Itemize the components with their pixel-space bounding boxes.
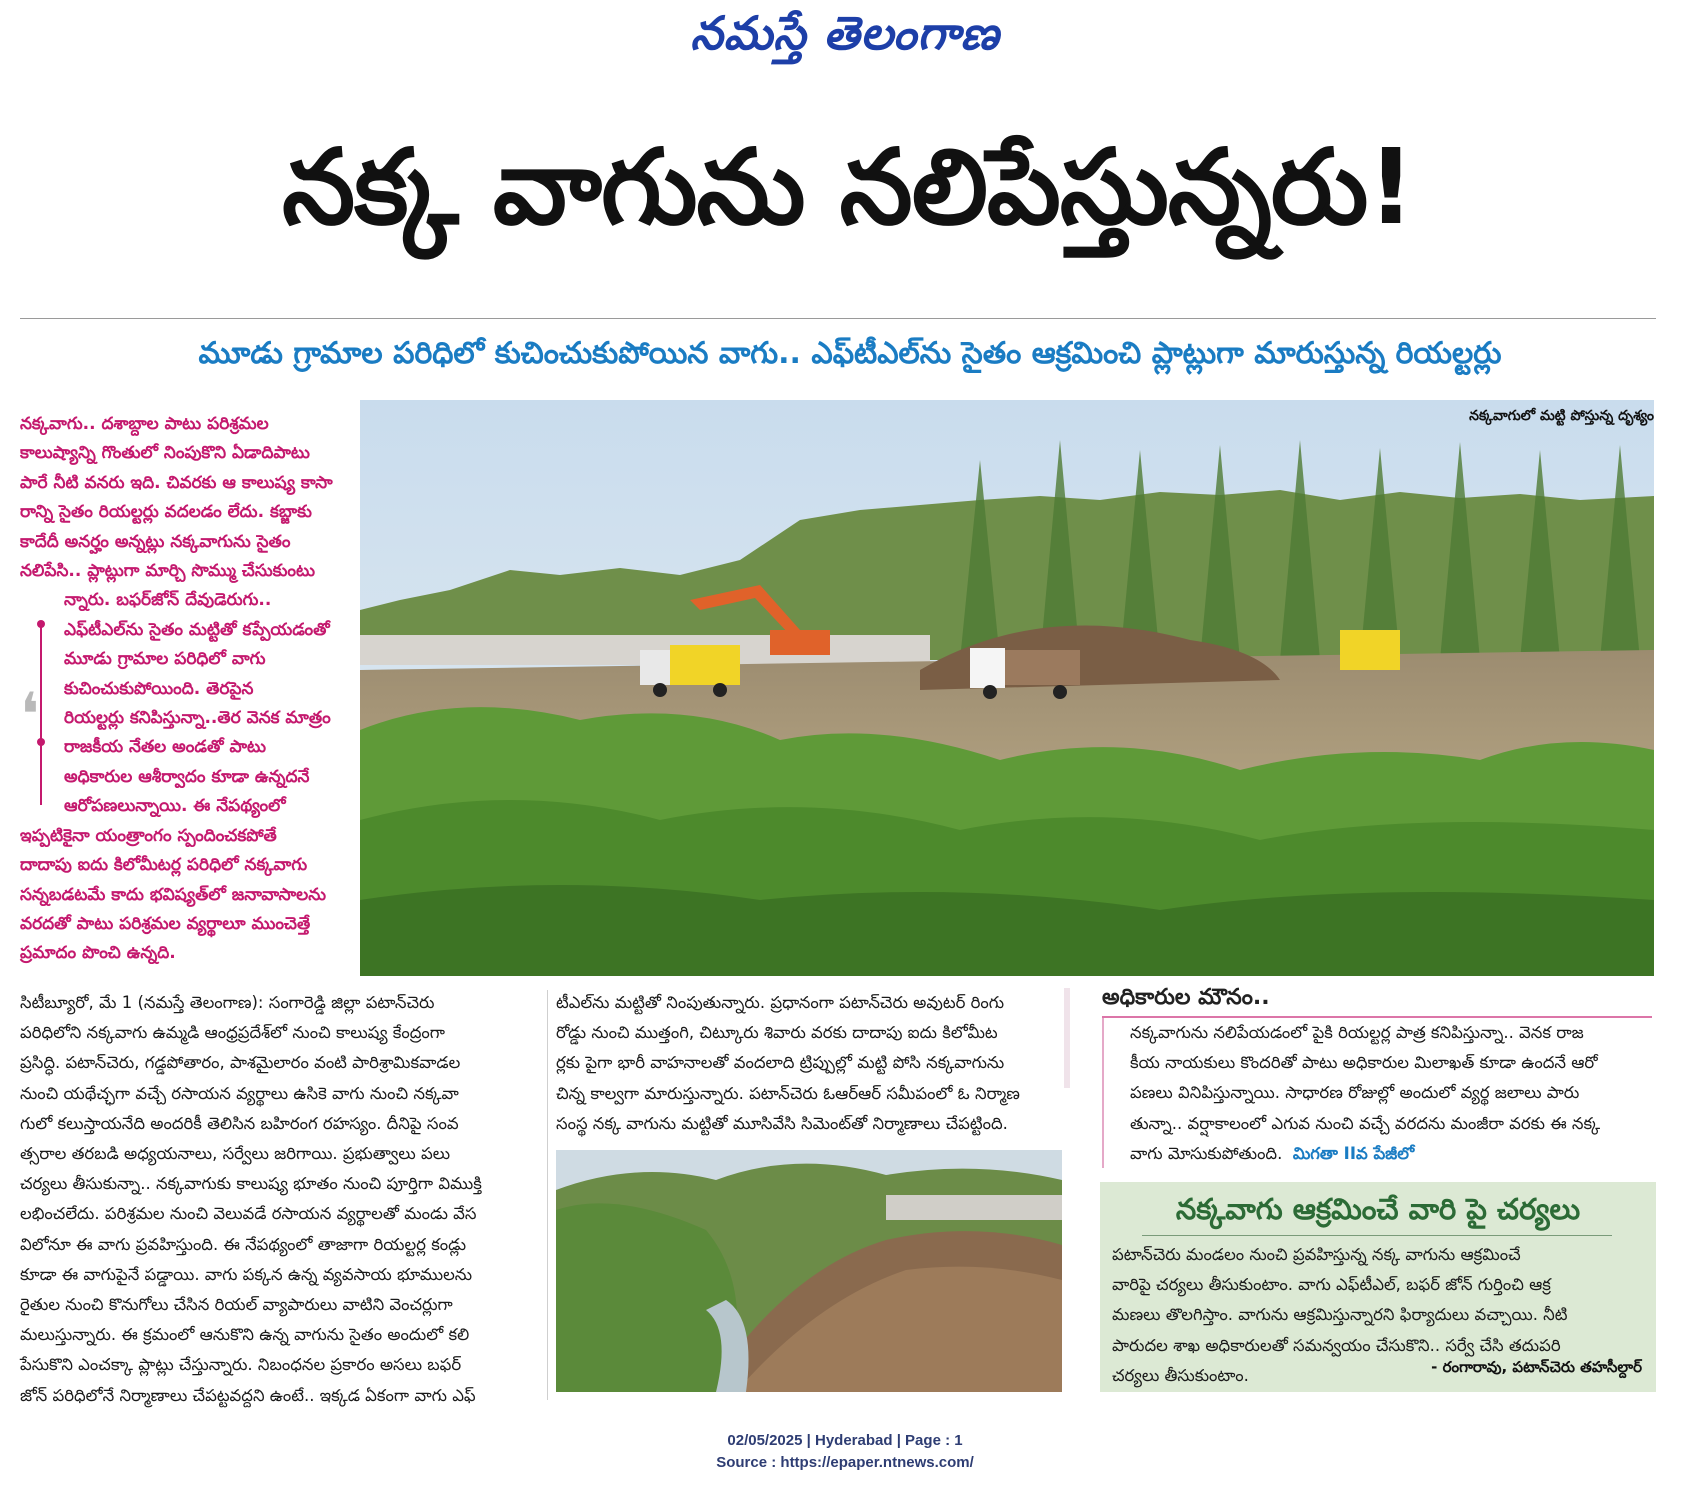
quote-line: వారిపై చర్యలు తీసుకుంటాం. వాగు ఎఫ్‌టీఎల్, బఫర్ జోన్ గుర్తించి ఆక్ర bbox=[1112, 1275, 1551, 1295]
article-line: కీయ నాయకులు కొందరితో పాటు అధికారుల మిలాఖత్ కూడా ఉందనే ఆరో bbox=[1130, 1053, 1598, 1073]
intro-line: వరదతో పాటు పరిశ్రమల వ్యర్థాలూ ముంచెత్తే bbox=[20, 913, 311, 934]
article-line: చర్యలు తీసుకున్నా.. నక్కవాగుకు కాలుష్య భూతం నుంచి పూర్తిగా విముక్తి bbox=[20, 1174, 482, 1194]
article-line: పేసుకొని ఎంచక్కా ప్లాట్లు చేస్తున్నారు. నిబంధనల ప్రకారం అసలు బఫర్ bbox=[20, 1355, 462, 1375]
construction-site-image bbox=[360, 400, 1654, 976]
article-line: ప్రసిద్ధి. పటాన్‌చెరు, గడ్డపోతారం, పాశమైలారం వంటి పారిశ్రామికవాడల bbox=[20, 1053, 461, 1073]
article-column-1 bbox=[20, 988, 538, 1411]
quote-dot bbox=[37, 620, 45, 628]
footer-source-link[interactable]: Source : https://epaper.ntnews.com/ bbox=[716, 1454, 974, 1471]
quote-line: చర్యలు తీసుకుంటాం. bbox=[1112, 1365, 1249, 1385]
article-line: రోడ్డు నుంచి ముత్తంగి, చిట్కూరు శివారు వరకు దాదాపు ఐదు కిలోమీట bbox=[556, 1023, 998, 1043]
intro-line: నలిపేసి.. ప్లాట్లుగా మార్చి సొమ్ము చేసుకుంటు bbox=[20, 561, 316, 582]
intro-line: మూడు గ్రామాల పరిధిలో వాగు bbox=[64, 649, 266, 670]
article-line: జోన్ పరిధిలోనే నిర్మాణాలు చేపట్టవద్దని ఉంటే.. ఇక్కడ ఏకంగా వాగు ఎఫ్ bbox=[20, 1385, 476, 1405]
intro-line: కుచించుకుపోయింది. తెరపైన bbox=[64, 678, 254, 699]
column-divider bbox=[547, 990, 548, 1400]
article-line: తున్నా.. వర్షాకాలంలో ఎగువ నుంచి వచ్చే వరదను మంజీరా వరకు ఈ నక్క bbox=[1130, 1113, 1601, 1133]
article-line: నుంచి యథేచ్ఛగా వచ్చే రసాయన వ్యర్థాలు ఉసికె వాగు నుంచి నక్కవా bbox=[20, 1083, 459, 1103]
article-line: కూడా ఈ వాగుపైనే పడ్డాయి. వాగు పక్కన ఉన్న వ్యవసాయ భూములను bbox=[20, 1264, 473, 1284]
article-line: లభించలేదు. పరిశ్రమల నుంచి వెలువడే రసాయన వ్యర్థాలతో మండు వేస bbox=[20, 1204, 477, 1224]
quote-line: మణలు తొలగిస్తాం. వాగును ఆక్రమిస్తున్నారని ఫిర్యాదులు వచ్చాయి. నీటి bbox=[1112, 1305, 1568, 1325]
article-line: పరిధిలోని నక్కవాగు ఉమ్మడి ఆంధ్రప్రదేశ్‌లో నుంచి కాలుష్య కేంద్రంగా bbox=[20, 1023, 445, 1043]
headline: నక్క వాగును నలిపేస్తున్నరు! bbox=[282, 126, 1414, 248]
article-line: విలోనూ ఈ వాగు ప్రవహిస్తుంది. ఈ నేపథ్యంలో తాజాగా రియల్టర్ల కండ్లు bbox=[20, 1234, 467, 1254]
intro-line: రాజకీయ నేతల అండతో పాటు bbox=[64, 737, 266, 758]
intro-line: పారే నీటి వనరు ఇది. చివరకు ఆ కాలుష్య కాసా bbox=[20, 472, 333, 493]
intro-line: నక్కవాగు.. దశాబ్దాల పాటు పరిశ్రమల bbox=[20, 414, 269, 434]
intro-line: కాదేదీ అనర్హం అన్నట్లు నక్కవాగును సైతం bbox=[20, 531, 291, 552]
intro-line: అధికారుల ఆశీర్వాదం కూడా ఉన్నదనే bbox=[64, 766, 310, 787]
article-line: సిటీబ్యూరో, మే 1 (నమస్తే తెలంగాణ): సంగారెడ్డి జిల్లా పటాన్‌చెరు bbox=[20, 993, 435, 1012]
quote-mark-icon: ❛ bbox=[20, 680, 40, 750]
intro-line: ఎఫ్‌టీఎల్‌ను సైతం మట్టితో కప్పేయడంతో bbox=[64, 619, 330, 640]
stream-dirt-image bbox=[556, 1150, 1062, 1392]
article-line: గులో కలుస్తాయనేది అందరికీ తెలిసిన బహిరంగ రహస్యం. దీనిపై సంవ bbox=[20, 1113, 459, 1133]
official-quote-heading: నక్కవాగు ఆక్రమించే వారి పై చర్యలు bbox=[1175, 1192, 1581, 1226]
article-line: చిన్న కాల్వగా మారుస్తున్నారు. పటాన్‌చెరు ఓఆర్‌ఆర్ సమీపంలో ఓ నిర్మాణ bbox=[556, 1083, 1020, 1103]
intro-line: న్నారు. బఫర్‌జోన్ దేవుడెరుగు.. bbox=[64, 590, 272, 611]
photo-caption: నక్కవాగులో మట్టి పోస్తున్న దృశ్యం bbox=[1469, 408, 1654, 424]
intro-text bbox=[20, 410, 350, 969]
secondary-photo bbox=[556, 1150, 1062, 1392]
article-line: రైతుల నుంచి కొనుగోలు చేసిన రియల్ వ్యాపారులు వాటిని వెంచర్లుగా bbox=[20, 1295, 453, 1315]
footer-date-page: 02/05/2025 | Hyderabad | Page : 1 bbox=[727, 1432, 963, 1449]
section-bar bbox=[1102, 1018, 1104, 1168]
intro-line: కాలుష్యాన్ని గొంతులో నింపుకొని ఏడాదిపాటు bbox=[20, 443, 310, 464]
intro-line: దాదాపు ఐదు కిలోమీటర్ల పరిధిలో నక్కవాగు bbox=[20, 855, 308, 876]
article-column-3 bbox=[1130, 1018, 1650, 1169]
article-line: పణలు వినిపిస్తున్నాయి. సాధారణ రోజుల్లో అందులో వ్యర్థ జలాలు పారు bbox=[1130, 1083, 1580, 1103]
article-line: మలుస్తున్నారు. ఈ క్రమంలో ఆనుకొని ఉన్న వాగును సైతం అందులో కలి bbox=[20, 1325, 470, 1345]
column-accent bbox=[1064, 988, 1070, 1088]
quote-line: పారుదల శాఖ అధికారులతో సమన్వయం చేసుకొని.. సర్వే చేసి తదుపరి bbox=[1112, 1335, 1561, 1355]
article-line: త్సరాల తరబడి అధ్యయనాలు, సర్వేలు జరిగాయి. ప్రభుత్వాలు పలు bbox=[20, 1144, 451, 1164]
page-footer bbox=[0, 1430, 1690, 1474]
quote-line: పటాన్‌చెరు మండలం నుంచి ప్రవహిస్తున్న నక్క వాగును ఆక్రమించే bbox=[1112, 1245, 1521, 1264]
intro-line: ఇప్పటికైనా యంత్రాంగం స్పందించకపోతే bbox=[20, 825, 277, 846]
article-line: నక్కవాగును నలిపేయడంలో పైకి రియల్టర్ల పాత్ర కనిపిస్తున్నా.. వెనక రాజ bbox=[1130, 1023, 1584, 1042]
intro-line: ప్రమాదం పొంచి ఉన్నది. bbox=[20, 943, 176, 964]
masthead-logo: నమస్తే తెలంగాణ bbox=[690, 6, 1000, 60]
quote-bar bbox=[40, 625, 42, 805]
intro-line: రియల్టర్లు కనిపిస్తున్నా..తెర వెనక మాత్రం bbox=[64, 708, 331, 729]
article-line-end: వాగు మోసుకుపోతుంది. bbox=[1130, 1143, 1283, 1163]
intro-line: ఆరోపణలున్నాయి. ఈ నేపథ్యంలో bbox=[64, 796, 286, 817]
article-line: సంస్థ నక్క వాగును మట్టితో మూసివేసి సిమెంట్‌తో నిర్మాణాలు చేపట్టింది. bbox=[556, 1113, 1008, 1133]
official-signature: - రంగారావు, పటాన్‌చెరు తహసీల్దార్ bbox=[1431, 1358, 1642, 1376]
headline-divider bbox=[20, 318, 1656, 319]
article-line: ర్లకు పైగా భారీ వాహనాలతో వందలాది ట్రిప్పుల్లో మట్టి పోసి నక్కవాగును bbox=[556, 1053, 1005, 1073]
subheadline: మూడు గ్రామాల పరిధిలో కుచించుకుపోయిన వాగు.. ఎఫ్‌టీఎల్‌ను సైతం ఆక్రమించి ప్లాట్లుగా మారుస్తున్న రియల్టర్లు bbox=[198, 336, 1502, 371]
article-line: టీఎల్‌ను మట్టితో నింపుతున్నారు. ప్రధానంగా పటాన్‌చెరు అవుటర్ రింగు bbox=[556, 993, 1005, 1012]
article-line bbox=[1130, 1139, 1650, 1169]
main-photo bbox=[360, 400, 1654, 976]
section-heading: అధికారుల మౌనం.. bbox=[1102, 985, 1270, 1010]
intro-line: రాన్ని సైతం రియల్టర్లు వదలడం లేదు. కబ్జాకు bbox=[20, 502, 312, 523]
article-column-2 bbox=[556, 988, 1062, 1139]
official-quote-rule bbox=[1142, 1235, 1612, 1236]
intro-line: సన్నబడటమే కాదు భవిష్యత్‌లో జనావాసాలను bbox=[20, 884, 327, 905]
continued-link[interactable]: మిగతా IIవ పేజీలో bbox=[1292, 1143, 1415, 1163]
